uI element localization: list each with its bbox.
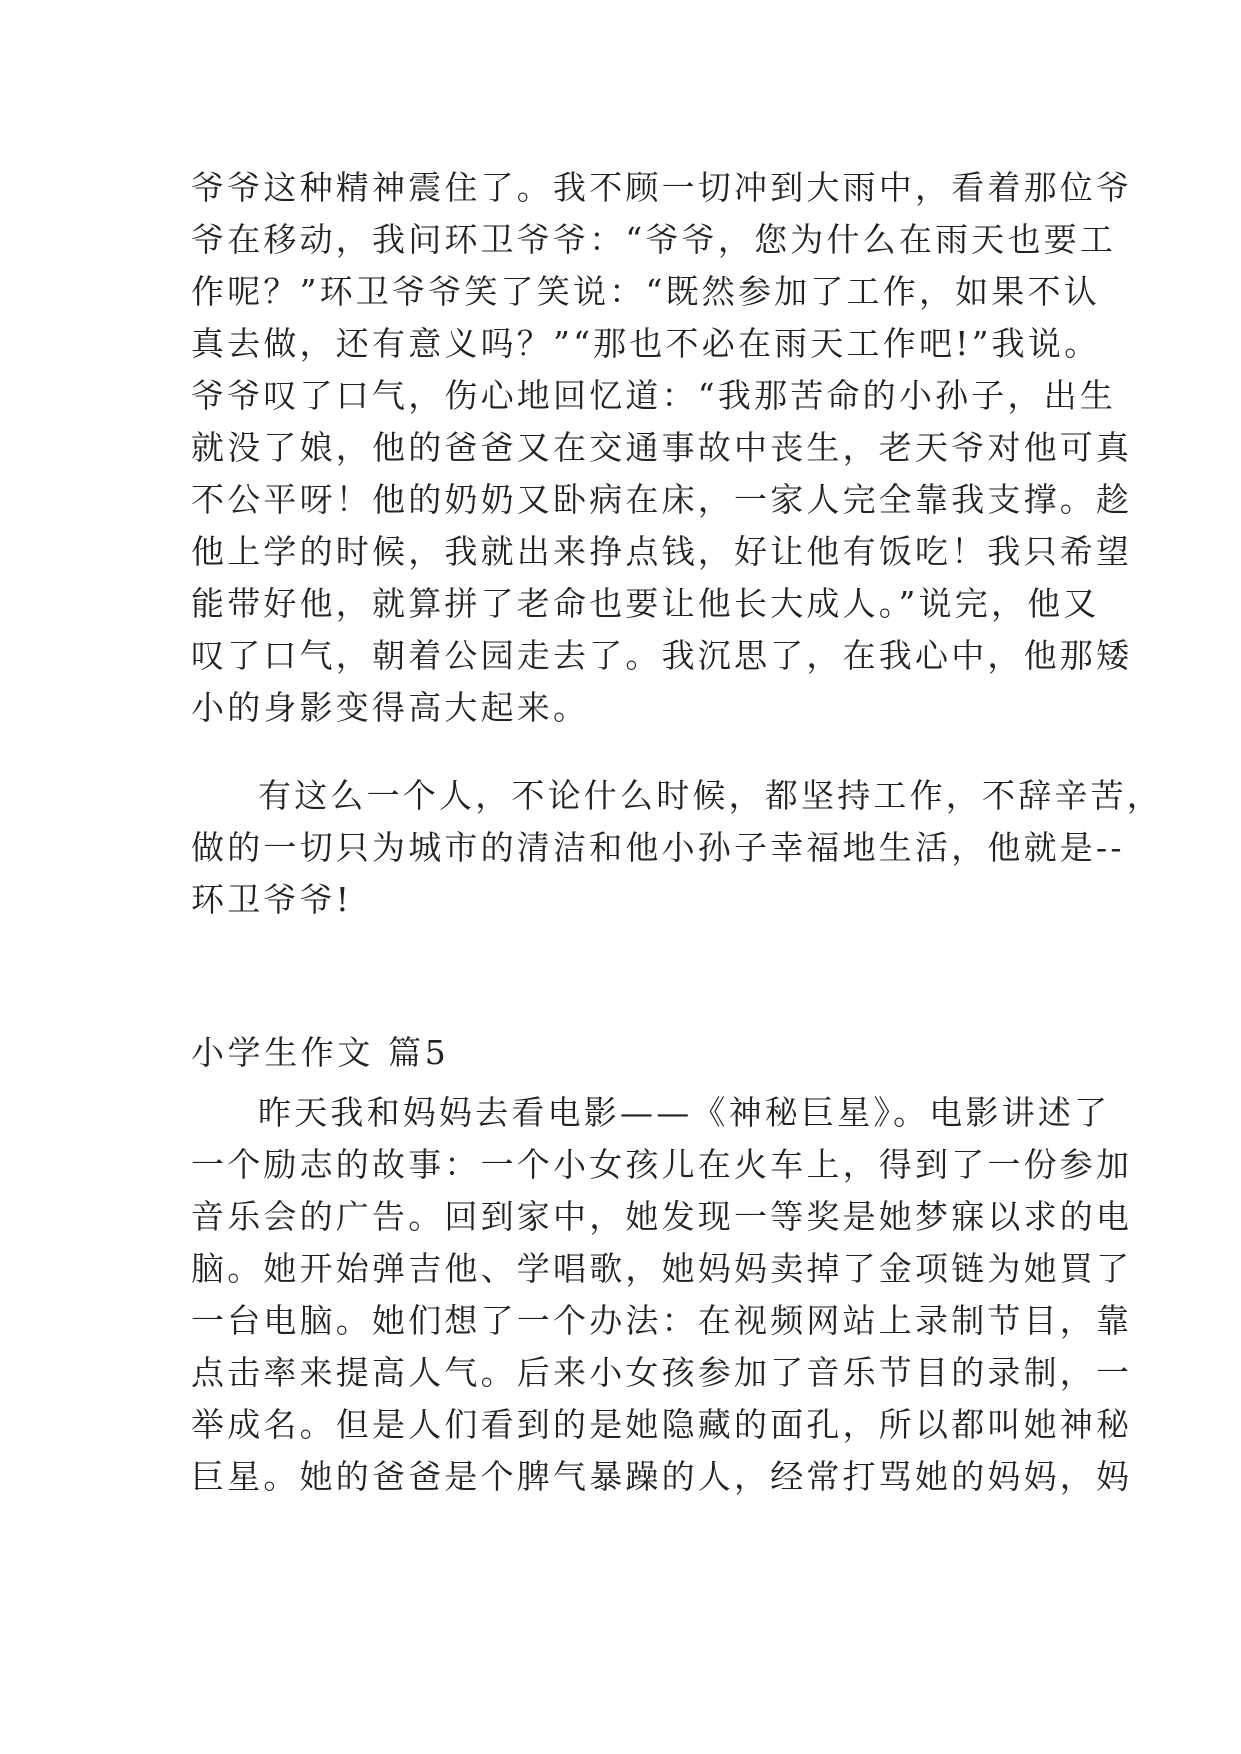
text-line: 巨星。她的爸爸是个脾气暴躁的人，经常打骂她的妈妈，妈 [191,1457,1133,1496]
text-line: 作呢？”环卫爷爷笑了笑说：“既然参加了工作，如果不认 [191,272,1100,311]
text-line: 音乐会的广告。回到家中，她发现一等奖是她梦寐以求的电 [191,1197,1133,1236]
text-line: 就没了娘，他的爸爸又在交通事故中丧生，老天爷对他可真 [191,428,1133,467]
text-line: 真去做，还有意义吗？”“那也不必在雨天工作吧!”我说。 [191,324,1101,363]
text-line: 不公平呀！他的奶奶又卧病在床，一家人完全靠我支撑。趁 [191,480,1133,519]
text-line: 有这么一个人，不论什么时候，都坚持工作，不辞辛苦， [258,776,1163,815]
text-line: 环卫爷爷! [191,880,353,919]
text-line: 他上学的时候，我就出来挣点钱，好让他有饭吃！我只希望 [191,532,1133,571]
text-line: 爷在移动，我问环卫爷爷：“爷爷，您为什么在雨天也要工 [191,220,1117,259]
text-line: 一个励志的故事：一个小女孩儿在火车上，得到了一份参加 [191,1145,1133,1184]
text-line: 爷爷这种精神震住了。我不顾一切冲到大雨中，看着那位爷 [191,168,1133,207]
text-line: 做的一切只为城市的清洁和他小孙子幸福地生活，他就是-- [191,828,1125,867]
section-heading: 小学生作文 篇5 [191,1033,450,1072]
text-line: 脑。她开始弹吉他、学唱歌，她妈妈卖掉了金项链为她買了 [191,1249,1133,1288]
essay-paragraph [191,1087,1133,1503]
text-line: 举成名。但是人们看到的是她隐藏的面孔，所以都叫她神秘 [191,1405,1133,1444]
text-line: 一台电脑。她们想了一个办法：在视频网站上录制节目，靠 [191,1301,1133,1340]
closing-paragraph [191,770,1163,926]
text-line: 昨天我和妈妈去看电影——《神秘巨星》。电影讲述了 [258,1093,1111,1132]
text-line: 能带好他，就算拼了老命也要让他长大成人。”说完，他又 [191,584,1100,623]
continued-paragraph [191,162,1133,734]
text-line: 叹了口气，朝着公园走去了。我沉思了，在我心中，他那矮 [191,636,1133,675]
text-line: 爷爷叹了口气，伤心地回忆道：“我那苦命的小孙子，出生 [191,376,1117,415]
text-line: 小的身影变得高大起来。 [191,688,590,727]
text-line: 点击率来提高人气。后来小女孩参加了音乐节目的录制，一 [191,1353,1133,1392]
